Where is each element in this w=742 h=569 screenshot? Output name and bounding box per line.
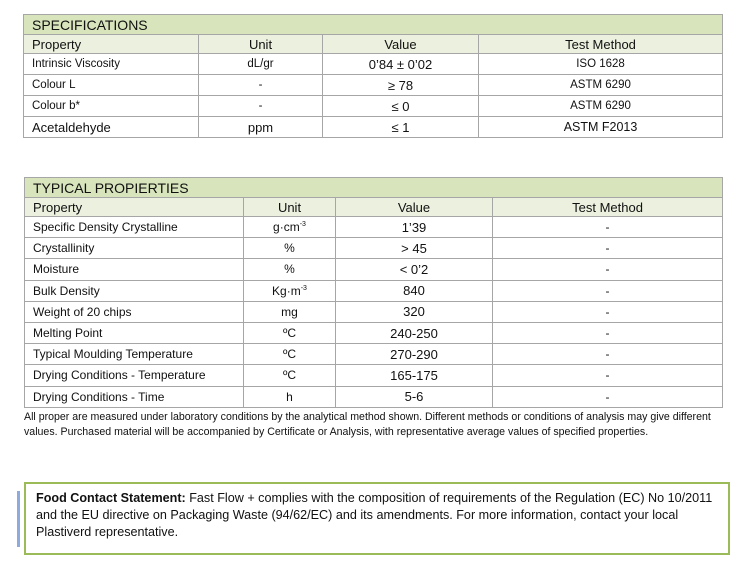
table-row (24, 117, 723, 138)
cell-unit (244, 301, 336, 322)
food-contact-statement (24, 482, 730, 555)
table-row (25, 365, 723, 386)
specifications-title: SPECIFICATIONS (24, 15, 723, 35)
table-row (25, 259, 723, 280)
cell-property: Drying Conditions - Time (25, 386, 244, 407)
cell-property: Colour L (24, 75, 199, 96)
cell-property: Specific Density Crystalline (25, 217, 244, 238)
cell-value: 240-250 (336, 322, 493, 343)
cell-value: 320 (336, 301, 493, 322)
specifications-title-row (24, 15, 723, 35)
cell-test-method: ASTM 6290 (479, 96, 723, 117)
cell-unit: - (199, 75, 323, 96)
cell-property: Weight of 20 chips (25, 301, 244, 322)
cell-test-method: - (493, 344, 723, 365)
cell-test-method: ASTM 6290 (479, 75, 723, 96)
cell-unit (244, 238, 336, 259)
unit-base: Kg·m (272, 283, 301, 298)
cell-value: 1’39 (336, 217, 493, 238)
cell-value: 840 (336, 280, 493, 301)
cell-test-method: - (493, 217, 723, 238)
header-property: Property (24, 35, 199, 54)
header-value: Value (336, 198, 493, 217)
unit-base: % (284, 262, 295, 277)
unit-base: ºC (282, 368, 297, 383)
header-test-method: Test Method (493, 198, 723, 217)
header-test-method: Test Method (479, 35, 723, 54)
unit-exponent: -3 (300, 284, 307, 292)
header-unit: Unit (199, 35, 323, 54)
cell-unit: dL/gr (199, 54, 323, 75)
cell-property: Intrinsic Viscosity (24, 54, 199, 75)
specifications-table (23, 14, 723, 138)
typical-properties-title-row (25, 178, 723, 198)
cell-unit: ppm (199, 117, 323, 138)
typical-properties-body (25, 217, 723, 408)
cell-unit (244, 386, 336, 407)
food-contact-text: Fast Flow + complies with the composition of requirements of the Regulation (EC) No 10/2011 and the EU directive on Packaging Waste (94/62/EC) and its amendments. For more information, contact your local Plastiverd representative. (36, 491, 713, 539)
table-row (25, 280, 723, 301)
table-row (24, 96, 723, 117)
header-unit: Unit (244, 198, 336, 217)
specifications-header-row (24, 35, 723, 54)
cell-value: 270-290 (336, 344, 493, 365)
unit-base: h (286, 389, 293, 404)
cell-unit (244, 217, 336, 238)
cell-value: 0’84 ± 0’02 (323, 54, 479, 75)
cell-unit (244, 365, 336, 386)
header-property: Property (25, 198, 244, 217)
unit-base: % (284, 241, 295, 256)
cell-unit (244, 322, 336, 343)
side-accent-bar (17, 491, 20, 547)
cell-property: Bulk Density (25, 280, 244, 301)
cell-value: < 0’2 (336, 259, 493, 280)
cell-test-method: - (493, 259, 723, 280)
cell-property: Typical Moulding Temperature (25, 344, 244, 365)
cell-value: > 45 (336, 238, 493, 259)
cell-value: ≤ 1 (323, 117, 479, 138)
measurement-note: All proper are measured under laboratory conditions by the analytical method shown. Different methods or conditions of analysis may give different values. Purchased material will be accompanied by Certificate or Analysis, with representative average values of specified properties. (24, 411, 711, 438)
cell-test-method: - (493, 238, 723, 259)
cell-value: ≥ 78 (323, 75, 479, 96)
cell-property: Moisture (25, 259, 244, 280)
unit-base: ºC (282, 326, 297, 341)
cell-test-method: - (493, 386, 723, 407)
table-row (25, 386, 723, 407)
cell-property: Melting Point (25, 322, 244, 343)
cell-value: 165-175 (336, 365, 493, 386)
cell-test-method: - (493, 365, 723, 386)
table-row (24, 54, 723, 75)
cell-test-method: - (493, 301, 723, 322)
table-row (25, 238, 723, 259)
cell-value: 5-6 (336, 386, 493, 407)
table-row (25, 217, 723, 238)
unit-base: mg (281, 304, 298, 319)
cell-test-method: - (493, 280, 723, 301)
table-row (25, 301, 723, 322)
unit-exponent: -3 (299, 221, 306, 229)
cell-unit (244, 259, 336, 280)
cell-property: Acetaldehyde (24, 117, 199, 138)
cell-test-method: - (493, 322, 723, 343)
cell-test-method: ASTM F2013 (479, 117, 723, 138)
typical-properties-table (24, 177, 723, 408)
cell-property: Colour b* (24, 96, 199, 117)
cell-value: ≤ 0 (323, 96, 479, 117)
food-contact-label: Food Contact Statement: (36, 491, 186, 505)
table-row (24, 75, 723, 96)
unit-base: ºC (282, 347, 297, 362)
cell-unit (244, 344, 336, 365)
cell-test-method: ISO 1628 (479, 54, 723, 75)
header-value: Value (323, 35, 479, 54)
cell-property: Crystallinity (25, 238, 244, 259)
unit-base: g·cm (273, 220, 300, 235)
cell-unit (244, 280, 336, 301)
table-row (25, 322, 723, 343)
table-row (25, 344, 723, 365)
typical-properties-header-row (25, 198, 723, 217)
cell-property: Drying Conditions - Temperature (25, 365, 244, 386)
typical-properties-title: TYPICAL PROPIERTIES (25, 178, 723, 198)
cell-unit: - (199, 96, 323, 117)
